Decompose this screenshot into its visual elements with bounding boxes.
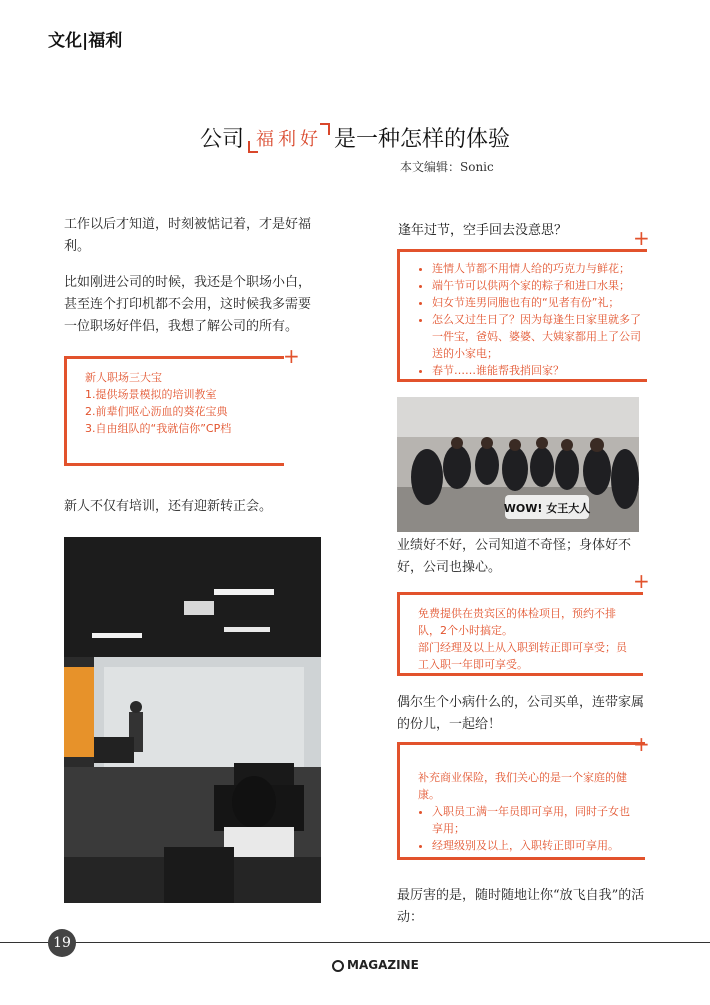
training-item: 1.提供场景模拟的培训教室 <box>85 388 217 401</box>
insurance-content <box>418 769 639 854</box>
office-photo-drawing <box>64 537 321 903</box>
editor-credit: 本文编辑：Sonic <box>400 160 494 174</box>
training-box-heading: 新人职场三大宝 <box>85 371 162 384</box>
health-check-line: 免费提供在贵宾区的体检项目，预约不排队，2个小时搞定。 <box>418 607 616 637</box>
insurance-heading: 补充商业保险，我们关心的是一个家庭的健康。 <box>418 771 627 801</box>
title-highlight: 福利好 <box>248 123 330 153</box>
left-paragraph-3: 新人不仅有培训，还有迎新转正会。 <box>64 499 273 514</box>
right-paragraph-6: 最厉害的是，随时随地让你“放飞自我”的活动： <box>397 888 645 925</box>
plus-icon: + <box>283 344 300 368</box>
title-suffix: 是一种怎样的体验 <box>334 127 511 152</box>
festival-gifts-box <box>397 249 647 382</box>
globe-icon <box>332 960 344 972</box>
training-item: 3.自由组队的“我就信你”CP档 <box>85 422 232 435</box>
training-box <box>64 356 284 466</box>
article-title <box>0 122 710 153</box>
celebration-photo <box>397 397 639 532</box>
list-item: • 经理级别及以上，入职转正即可享用。 <box>432 837 639 854</box>
insurance-list <box>418 803 639 854</box>
plus-icon: + <box>633 732 650 756</box>
festival-gifts-content <box>418 260 641 379</box>
list-item: • 怎么又过生日了？因为每逢生日家里就多了一件宝，爸妈、婆婆、大姨家都用上了公司送的小家电； <box>432 311 641 362</box>
photo-caption: WOW! 女王大人 <box>503 502 591 515</box>
right-question-1: 逢年过节，空手回去没意思？ <box>398 223 568 238</box>
plus-icon: + <box>633 569 650 593</box>
list-item: • 妇女节连男同胞也有的“见者有份”礼； <box>432 294 641 311</box>
plus-icon: + <box>633 226 650 250</box>
page-number: 19 <box>48 929 76 957</box>
left-paragraph-2: 比如刚进公司的时候，我还是个职场小白，甚至连个打印机都不会用，这时候我多需要一位职场好伴侣，我想了解公司的所有。 <box>64 275 312 334</box>
office-photo <box>64 537 321 903</box>
list-item: • 端午节可以供两个家的粽子和进口水果； <box>432 277 641 294</box>
left-paragraph-1: 工作以后才知道，时刻被惦记着，才是好福利。 <box>64 217 312 254</box>
magazine-logo <box>332 958 419 972</box>
health-check-box <box>397 592 643 676</box>
celebration-photo-drawing <box>397 397 639 532</box>
list-item: • 连情人节都不用情人给的巧克力与鲜花； <box>432 260 641 277</box>
list-item: • 入职员工满一年员即可享用，同时子女也享用； <box>432 803 639 837</box>
footer-rule <box>0 942 710 943</box>
magazine-label: MAGAZINE <box>347 958 419 972</box>
section-label: 文化|福利 <box>48 31 123 51</box>
health-check-content <box>418 605 637 673</box>
health-check-line: 部门经理及以上从入职到转正即可享受；员工入职一年即可享受。 <box>418 641 627 671</box>
title-prefix: 公司 <box>199 127 244 152</box>
training-item: 2.前辈们呕心沥血的葵花宝典 <box>85 405 228 418</box>
list-item: • 春节……谁能帮我捎回家？ <box>432 362 641 379</box>
festival-gifts-list <box>418 260 641 379</box>
training-box-content <box>85 369 278 437</box>
right-paragraph-4: 业绩好不好，公司知道不奇怪；身体好不好，公司也操心。 <box>397 538 632 575</box>
insurance-box <box>397 742 645 860</box>
right-paragraph-5: 偶尔生个小病什么的，公司买单，连带家属的份儿，一起给！ <box>397 695 645 732</box>
